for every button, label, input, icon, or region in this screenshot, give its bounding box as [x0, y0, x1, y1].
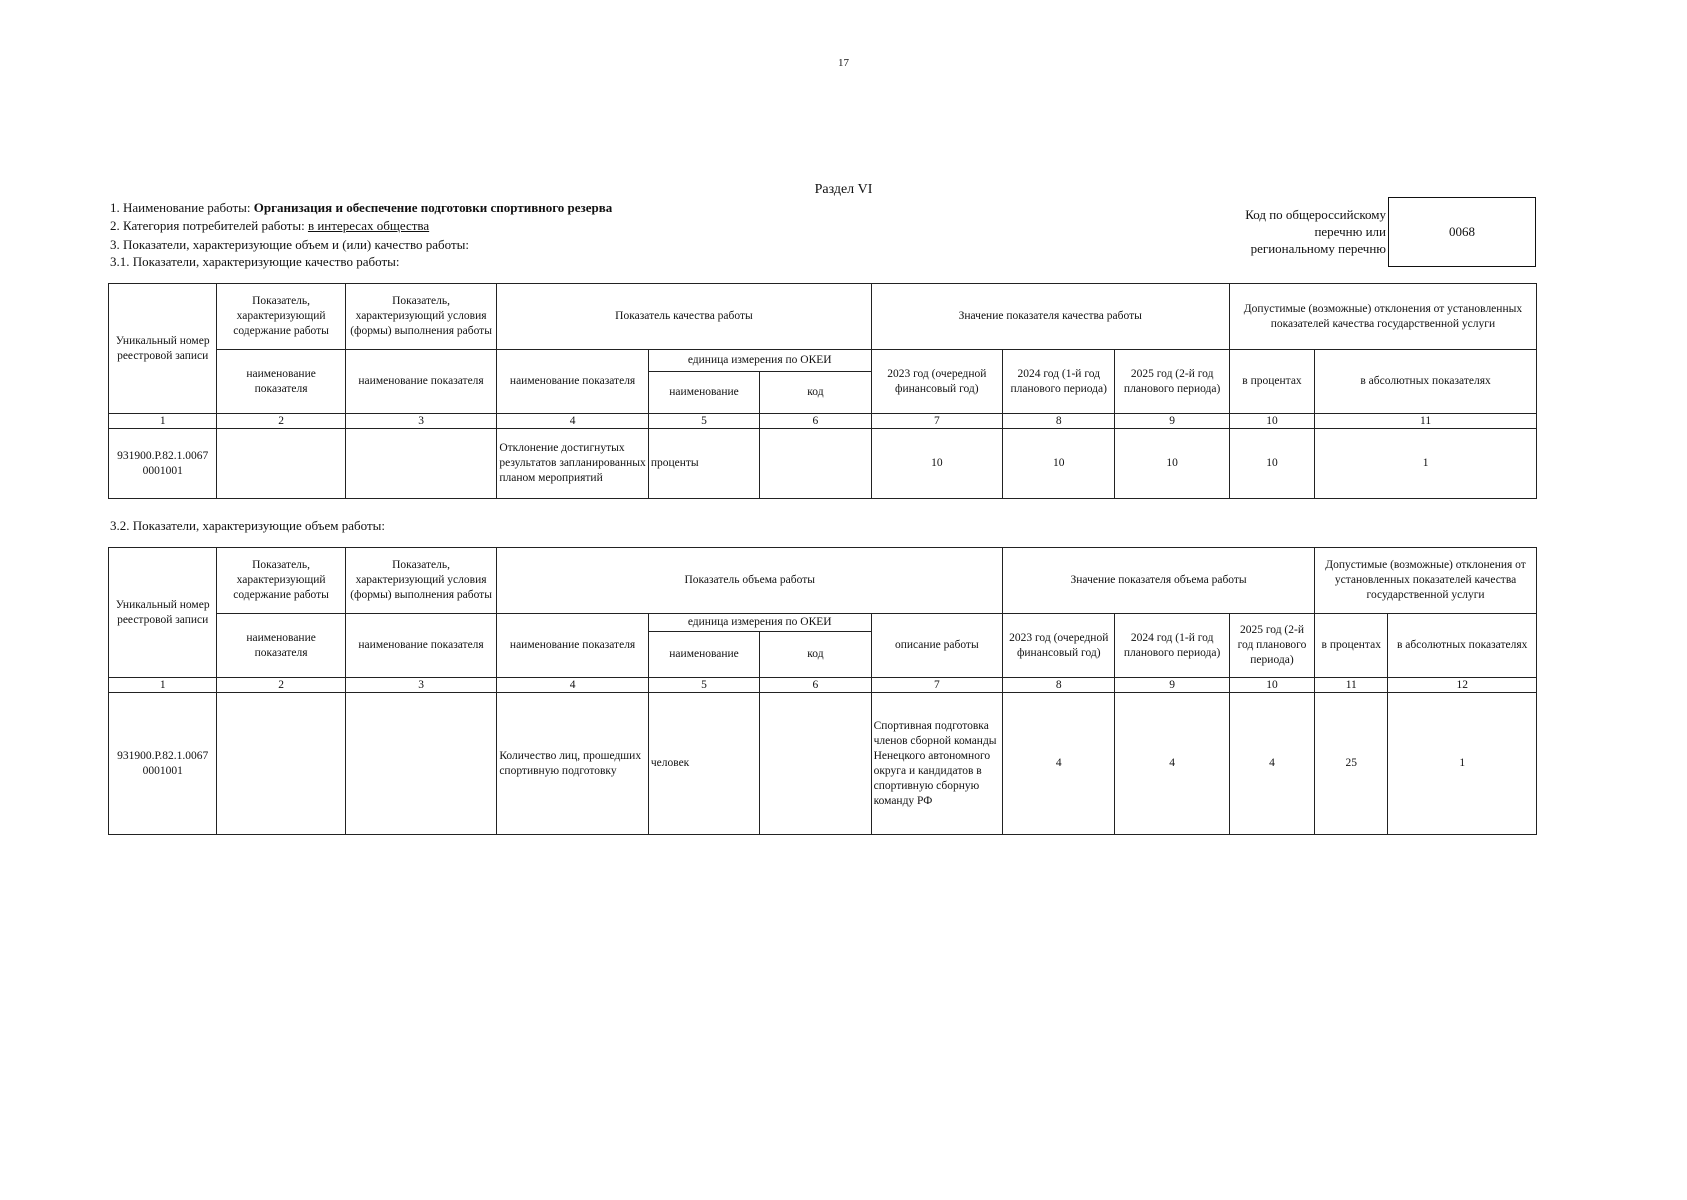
cell-2024: 4 [1115, 693, 1229, 835]
col-number: 7 [871, 678, 1002, 693]
sub-unit: единица измерения по ОКЕИ [648, 614, 871, 632]
table-row [109, 429, 1537, 499]
sub-name-content: наименование показателя [217, 350, 345, 414]
sub-name-conditions: наименование показателя [345, 350, 497, 414]
sub-2025: 2025 год (2-й год планового периода) [1229, 614, 1314, 678]
col-number: 4 [497, 414, 649, 429]
sub-name-volume: наименование показателя [497, 614, 649, 678]
cell-abs: 1 [1315, 429, 1537, 499]
cell-2025: 10 [1115, 429, 1229, 499]
code-box: 0068 [1388, 197, 1536, 267]
cell-unit-code [760, 429, 871, 499]
col-number: 3 [345, 414, 497, 429]
header-unique: Уникальный номер реестровой записи [109, 284, 217, 414]
section-title: Раздел VI [814, 182, 873, 197]
col-number: 2 [217, 678, 345, 693]
sub-name-quality: наименование показателя [497, 350, 649, 414]
header-conditions: Показатель, характеризующий условия (формы) выполнения работы [345, 548, 497, 614]
sub-2025: 2025 год (2-й год планового периода) [1115, 350, 1229, 414]
sub-2024: 2024 год (1-й год планового периода) [1115, 614, 1229, 678]
cell-content [217, 693, 345, 835]
work-name-line [110, 199, 612, 216]
cell-pct: 25 [1315, 693, 1388, 835]
col-number: 7 [871, 414, 1002, 429]
col-number: 3 [345, 678, 497, 693]
sub-abs: в абсолютных показателях [1388, 614, 1537, 678]
table-row [109, 693, 1537, 835]
col-number: 6 [760, 678, 871, 693]
sub-name-content: наименование показателя [217, 614, 345, 678]
header-conditions: Показатель, характеризующий условия (формы) выполнения работы [345, 284, 497, 350]
cell-2023: 4 [1003, 693, 1115, 835]
col-number: 8 [1003, 414, 1115, 429]
sub-2024: 2024 год (1-й год планового периода) [1003, 350, 1115, 414]
cell-description: Спортивная подготовка членов сборной команды Ненецкого автономного округа и кандидатов в спортивную сборную команду РФ [871, 693, 1002, 835]
cell-unit-name: проценты [648, 429, 759, 499]
quality-heading: 3.1. Показатели, характеризующие качество работы: [110, 254, 400, 269]
sub-pct: в процентах [1315, 614, 1388, 678]
col-number: 1 [109, 414, 217, 429]
cell-indicator: Отклонение достигнутых результатов запланированных планом мероприятий [497, 429, 649, 499]
cell-content [217, 429, 345, 499]
indicators-heading: 3. Показатели, характеризующие объем и (или) качество работы: [110, 237, 469, 252]
cell-unit-name: человек [648, 693, 759, 835]
sub-2023: 2023 год (очередной финансовый год) [1003, 614, 1115, 678]
col-number: 11 [1315, 414, 1537, 429]
header-deviation: Допустимые (возможные) отклонения от установленных показателей качества государственной услуги [1229, 284, 1536, 350]
quality-table [108, 283, 1537, 499]
col-number: 9 [1115, 414, 1229, 429]
cell-conditions [345, 693, 497, 835]
header-content: Показатель, характеризующий содержание работы [217, 548, 345, 614]
cell-registry: 931900.Р.82.1.0067 0001001 [109, 429, 217, 499]
work-name-label: 1. Наименование работы: [110, 200, 254, 215]
cell-2025: 4 [1229, 693, 1314, 835]
col-number: 2 [217, 414, 345, 429]
header-value: Значение показателя объема работы [1003, 548, 1315, 614]
cell-conditions [345, 429, 497, 499]
cell-unit-code [760, 693, 871, 835]
cell-indicator: Количество лиц, прошедших спортивную подготовку [497, 693, 649, 835]
header-volume: Показатель объема работы [497, 548, 1003, 614]
header-quality: Показатель качества работы [497, 284, 871, 350]
sub-name-conditions: наименование показателя [345, 614, 497, 678]
sub-unit-name: наименование [648, 372, 759, 414]
header-content: Показатель, характеризующий содержание работы [217, 284, 345, 350]
volume-heading: 3.2. Показатели, характеризующие объем работы: [110, 518, 385, 533]
sub-unit-code: код [760, 632, 871, 678]
sub-pct: в процентах [1229, 350, 1314, 414]
sub-unit-code: код [760, 372, 871, 414]
work-name-value: Организация и обеспечение подготовки спортивного резерва [253, 200, 613, 215]
header-value: Значение показателя качества работы [871, 284, 1229, 350]
cell-pct: 10 [1229, 429, 1314, 499]
col-number: 12 [1388, 678, 1537, 693]
sub-unit: единица измерения по ОКЕИ [648, 350, 871, 372]
col-number: 11 [1315, 678, 1388, 693]
sub-desc: описание работы [871, 614, 1002, 678]
cell-registry: 931900.Р.82.1.0067 0001001 [109, 693, 217, 835]
col-number: 8 [1003, 678, 1115, 693]
col-number: 10 [1229, 678, 1314, 693]
col-number: 4 [497, 678, 649, 693]
cell-2023: 10 [871, 429, 1002, 499]
col-number: 5 [648, 678, 759, 693]
consumer-category-value: в интересах общества [307, 218, 430, 233]
cell-abs: 1 [1388, 693, 1537, 835]
header-deviation: Допустимые (возможные) отклонения от установленных показателей качества государственной услуги [1315, 548, 1537, 614]
consumer-category-line [110, 217, 429, 234]
page-number: 17 [838, 57, 849, 69]
sub-unit-name: наименование [648, 632, 759, 678]
col-number: 9 [1115, 678, 1229, 693]
col-number: 6 [760, 414, 871, 429]
col-number: 1 [109, 678, 217, 693]
header-unique: Уникальный номер реестровой записи [109, 548, 217, 678]
code-label: Код по общероссийскому перечню или региональному перечню [1245, 207, 1386, 256]
consumer-category-label: 2. Категория потребителей работы: [110, 218, 308, 233]
sub-abs: в абсолютных показателях [1315, 350, 1537, 414]
volume-table [108, 547, 1537, 835]
sub-2023: 2023 год (очередной финансовый год) [871, 350, 1002, 414]
col-number: 5 [648, 414, 759, 429]
cell-2024: 10 [1003, 429, 1115, 499]
col-number: 10 [1229, 414, 1314, 429]
